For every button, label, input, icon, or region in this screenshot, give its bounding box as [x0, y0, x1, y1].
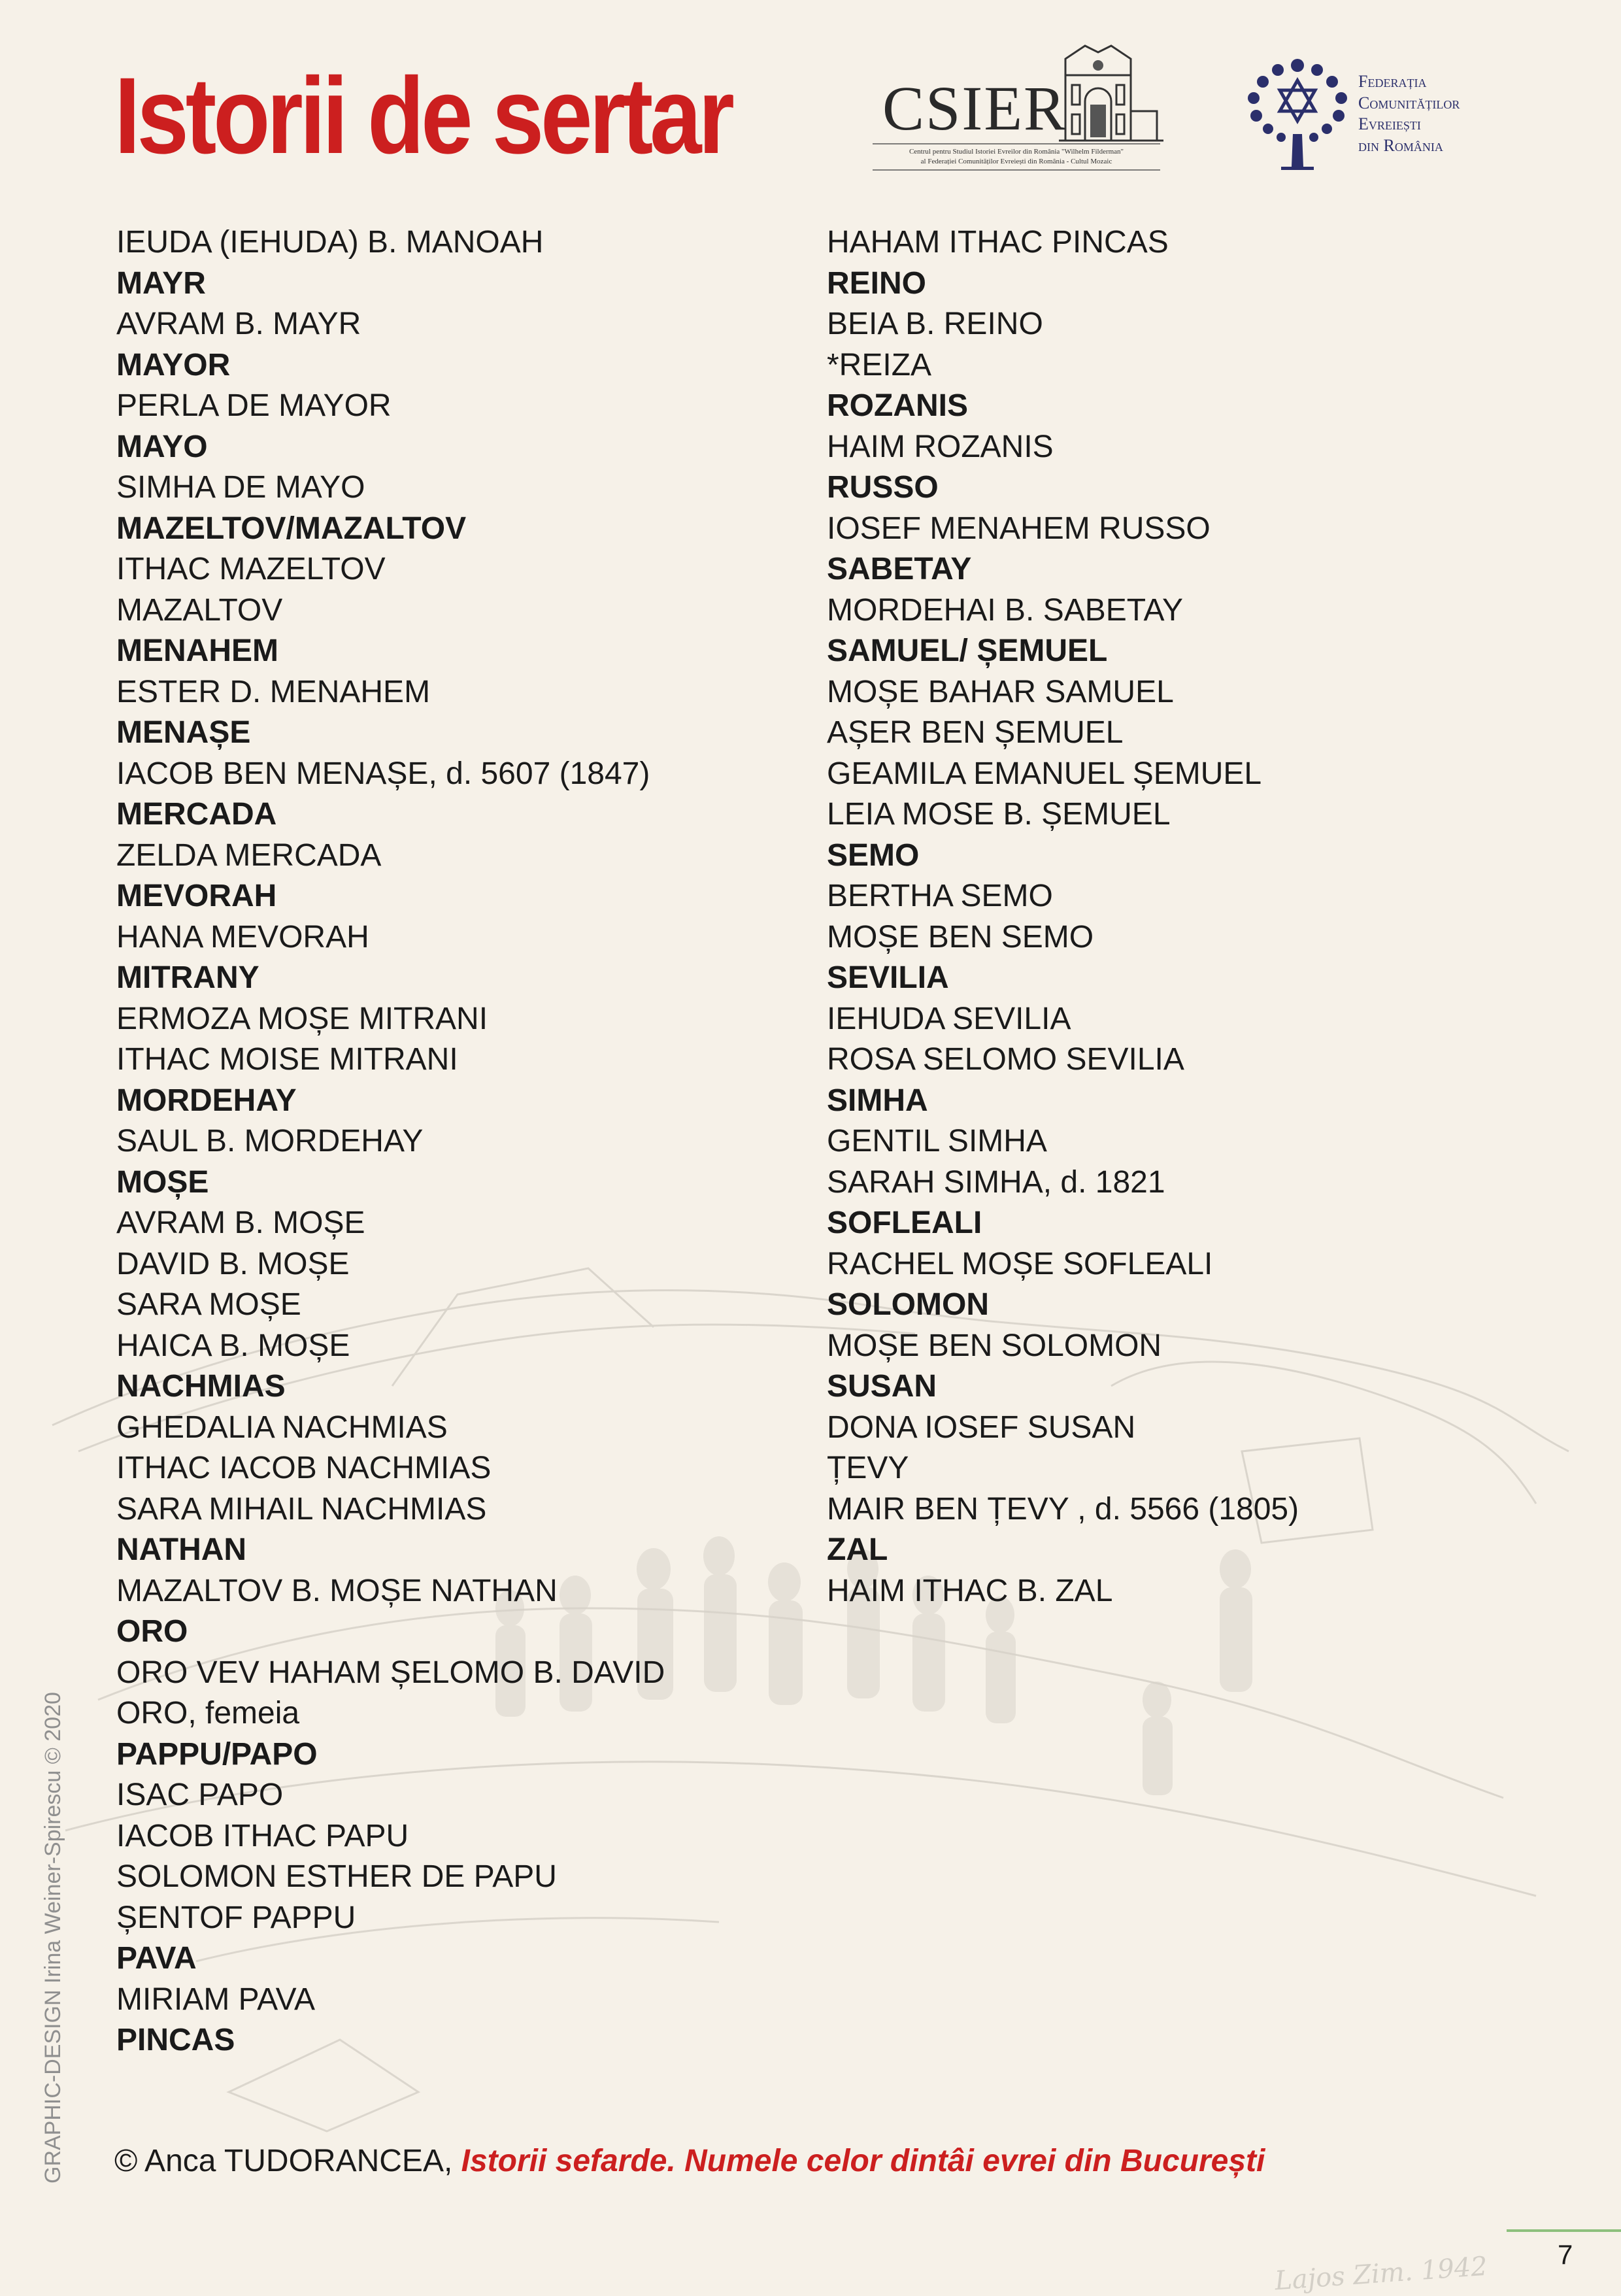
footer-author: © Anca TUDORANCEA, [114, 2144, 461, 2178]
surname-heading: RUSSO [827, 470, 939, 505]
federation-line3: Evreiești [1358, 114, 1421, 133]
footer-citation [114, 2143, 1265, 2179]
name-entry: MOȘE BAHAR SAMUEL [827, 674, 1174, 709]
surname-heading: SEMO [827, 837, 920, 873]
design-credit: GRAPHIC-DESIGN Irina Weiner-Spirescu © 2020 [41, 1692, 65, 2184]
csier-subtitle-line1: Centrul pentru Studiul Istoriei Evreilor din România "Wilhelm Filderman" [909, 148, 1124, 156]
name-entry: BEIA B. REINO [827, 307, 1043, 341]
page-title: Istorii de sertar [114, 56, 731, 177]
name-entry: ISAC PAPO [116, 1778, 284, 1812]
surname-heading: MAYR [116, 265, 206, 301]
surname-heading: SABETAY [827, 552, 972, 586]
page-number: 7 [1558, 2239, 1573, 2270]
surname-heading: ROZANIS [827, 388, 968, 423]
sketch-signature: Lajos Zim. 1942 [1273, 2251, 1489, 2296]
names-column-left [116, 222, 665, 2061]
surname-heading: PAPPU/PAPO [116, 1736, 318, 1772]
surname-heading: MAYO [116, 429, 208, 464]
name-entry: ȘENTOF PAPPU [116, 1900, 356, 1935]
name-entry: MAZALTOV B. MOȘE NATHAN [116, 1573, 558, 1608]
name-entry: GENTIL SIMHA [827, 1124, 1047, 1158]
surname-heading: SIMHA [827, 1083, 928, 1118]
surname-heading: PINCAS [116, 2023, 235, 2057]
surname-heading: MOȘE [116, 1164, 209, 1200]
name-entry: HAICA B. MOȘE [116, 1328, 350, 1363]
surname-heading: MITRANY [116, 960, 259, 995]
name-entry: IACOB BEN MENAȘE, d. 5607 (1847) [116, 756, 650, 791]
federation-line4: din România [1358, 135, 1443, 155]
federation-name [1358, 71, 1460, 156]
surname-heading: NACHMIAS [116, 1369, 286, 1404]
surname-heading: SEVILIA [827, 960, 949, 995]
surname-heading: REINO [827, 265, 927, 301]
name-entry: DAVID B. MOȘE [116, 1246, 350, 1281]
name-entry: DONA IOSEF SUSAN [827, 1410, 1136, 1445]
footer-rule [1507, 2229, 1621, 2232]
name-entry: GHEDALIA NACHMIAS [116, 1410, 448, 1445]
name-entry: AȘER BEN ȘEMUEL [827, 715, 1124, 750]
name-entry: HANA MEVORAH [116, 919, 369, 954]
name-entry: IOSEF MENAHEM RUSSO [827, 511, 1211, 546]
name-entry: HAIM ITHAC B. ZAL [827, 1573, 1113, 1608]
name-entry: SARAH SIMHA, d. 1821 [827, 1164, 1165, 1200]
name-entry: ESTER D. MENAHEM [116, 674, 431, 709]
name-entry: BERTHA SEMO [827, 879, 1053, 913]
name-entry: PERLA DE MAYOR [116, 388, 392, 423]
surname-heading: MORDEHAY [116, 1083, 297, 1118]
surname-heading: ZAL [827, 1532, 888, 1567]
name-entry: ZELDA MERCADA [116, 837, 382, 873]
name-entry: SARA MOȘE [116, 1287, 301, 1322]
name-entry: AVRAM B. MAYR [116, 307, 361, 341]
surname-heading: MENAȘE [116, 715, 251, 750]
name-entry: ȚEVY [827, 1451, 909, 1485]
name-entry: ORO VEV HAHAM ȘELOMO B. DAVID [116, 1655, 665, 1690]
name-entry: AVRAM B. MOȘE [116, 1206, 365, 1240]
name-entry: MORDEHAI B. SABETAY [827, 592, 1183, 628]
name-entry: ITHAC IACOB NACHMIAS [116, 1451, 492, 1485]
name-entry: LEIA MOSE B. ȘEMUEL [827, 797, 1171, 832]
name-entry: *REIZA [827, 347, 932, 382]
surname-heading: SUSAN [827, 1369, 937, 1404]
tree-star-icon [1242, 56, 1353, 170]
csier-subtitle [873, 147, 1160, 167]
csier-acronym: CSIER [882, 73, 1067, 143]
name-entry: MOȘE BEN SOLOMON [827, 1328, 1162, 1363]
name-entry: SARA MIHAIL NACHMIAS [116, 1491, 487, 1527]
name-entry: IACOB ITHAC PAPU [116, 1818, 409, 1853]
surname-heading: ORO [116, 1614, 188, 1649]
name-entry: HAHAM ITHAC PINCAS [827, 225, 1169, 260]
name-entry: MOȘE BEN SEMO [827, 919, 1094, 954]
name-entry: SOLOMON ESTHER DE PAPU [116, 1859, 557, 1894]
name-entry: HAIM ROZANIS [827, 429, 1054, 464]
name-entry: ORO, femeia [116, 1696, 300, 1730]
surname-heading: MERCADA [116, 797, 277, 832]
name-entry: MAZALTOV [116, 592, 283, 628]
name-entry: SIMHA DE MAYO [116, 470, 365, 505]
surname-heading: SOFLEALI [827, 1206, 982, 1240]
surname-heading: SAMUEL/ ȘEMUEL [827, 633, 1108, 668]
surname-heading: PAVA [116, 1941, 197, 1976]
surname-heading: MEVORAH [116, 879, 277, 913]
csier-subtitle-line2: al Federației Comunităților Evreiești din România - Cultul Mozaic [920, 157, 1112, 165]
name-entry: ROSA SELOMO SEVILIA [827, 1042, 1184, 1077]
surname-heading: MAYOR [116, 347, 231, 382]
name-entry: SAUL B. MORDEHAY [116, 1124, 424, 1158]
csier-logo [869, 39, 1163, 180]
surname-heading: MENAHEM [116, 633, 278, 668]
names-column-right [827, 222, 1299, 1612]
federation-logo [1242, 56, 1516, 173]
surname-heading: SOLOMON [827, 1287, 989, 1322]
name-entry: ITHAC MOISE MITRANI [116, 1042, 458, 1077]
name-entry: MAIR BEN ȚEVY , d. 5566 (1805) [827, 1491, 1299, 1527]
federation-line1: Federația [1358, 72, 1427, 91]
name-entry: MIRIAM PAVA [116, 1982, 316, 2017]
federation-line2: Comunităților [1358, 93, 1460, 112]
name-entry: GEAMILA EMANUEL ȘEMUEL [827, 756, 1262, 791]
name-entry: ITHAC MAZELTOV [116, 552, 386, 586]
name-entry: ERMOZA MOȘE MITRANI [116, 1001, 488, 1036]
name-entry: IEUDA (IEHUDA) B. MANOAH [116, 225, 544, 260]
name-entry: RACHEL MOȘE SOFLEALI [827, 1246, 1213, 1281]
footer-book-title: Istorii sefarde. Numele celor dintâi evrei din București [461, 2144, 1265, 2178]
surname-heading: MAZELTOV/MAZALTOV [116, 511, 467, 546]
name-entry: IEHUDA SEVILIA [827, 1001, 1071, 1036]
surname-heading: NATHAN [116, 1532, 247, 1567]
